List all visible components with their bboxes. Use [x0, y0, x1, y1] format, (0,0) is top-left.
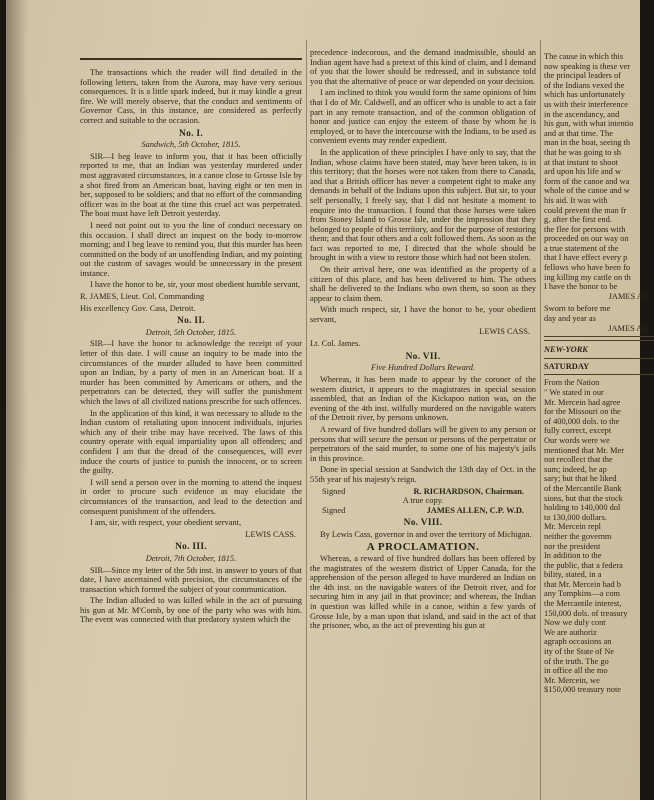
- paragraph: I am inclined to think you would form the same opinions of him that I do of Mr. Caldwell, and an officer who is unable to act a fair part in any remote transaction, and of the common obligation of honor and justice can enjoy the esteem of those by whom he is employed, or to have the intercourse with the Indians, to be used as convenient events may render expedient.: [310, 88, 536, 146]
- column-3-line: his aid. It was with: [544, 195, 608, 205]
- column-3-line: man in the boat, seeing th: [544, 138, 631, 148]
- letter-1-heading: No. I.: [179, 128, 203, 139]
- column-3-line: whole of the canoe and w: [544, 186, 630, 196]
- column-3-line: Our words were we: [544, 435, 610, 445]
- reward-paragraph: A reward of five hundred dollars will be given to any person or persons that will secure the person or persons of the perpetrator or perpetrators of the said murder, to some one of his majesty's jails in this province.: [310, 424, 536, 463]
- column-3-line: for the Missouri on the: [544, 407, 621, 417]
- column-3-line: The cause in which this: [544, 52, 624, 61]
- column-3-line: Mr. Mercein repl: [544, 522, 601, 532]
- column-3-line: of the truth. The go: [544, 656, 609, 666]
- column-3-line: neither the governm: [544, 531, 612, 541]
- letter-2-heading: No. II.: [177, 316, 205, 327]
- column-3-line: any Tompkins—a com: [544, 589, 621, 599]
- rule: [544, 336, 654, 337]
- column-3-line: ard upon his life and w: [544, 167, 621, 177]
- column-3-line: that Mr. Mercein had b: [544, 579, 621, 589]
- column-3-line: to 130,000 dollars.: [544, 512, 607, 522]
- column-3-line: Mr. Mercein, we: [544, 675, 600, 685]
- column-3-line: fellows who have been fo: [544, 263, 631, 273]
- masthead-day: SATURDAY: [544, 361, 590, 371]
- column-3-line: From the Nation: [544, 378, 600, 388]
- column-rule-2: [540, 40, 541, 800]
- column-3-line: 150,000 dols. of treasury: [544, 608, 628, 618]
- column-3-line: not recollect that the: [544, 455, 613, 465]
- column-3-line: which has unfortunately: [544, 90, 625, 100]
- paragraph: In the application of these principles I have only to say, that the Indian, whose claims have been stated, may have been taken, is in this territory; that the horses were not taken from there to Canada, and that a British officer has never a competent right to make any demands in behalf of the Indians upon this subject. But sir, to your self personally, I freely say, that I did not hesitate a moment to enquire into the transaction. I found that those horses were taken from Stoney Island to Grosse Isle, under the impression that they belonged to people of this territory, and for the purpose of restoring them; and that four others and a colt followed them. As soon as the fact was reported to me, I directed that the whole should be brought in with a view to restore those which had not been stolen.: [310, 147, 536, 263]
- column-3-line: proceeded on our way on: [544, 234, 629, 244]
- column-3-line: of the Mercantile Bank: [544, 483, 622, 493]
- column-3-sworn: [544, 304, 654, 323]
- column-3-line: fully correct, except: [544, 426, 612, 436]
- column-3-line: us with their interference: [544, 99, 628, 109]
- column-3-line: " We stated in our: [544, 388, 604, 397]
- letter-2-signature: LEWIS CASS.: [245, 529, 296, 539]
- rule: [544, 358, 654, 359]
- column-3-line: Mr. Mercein had agree: [544, 397, 621, 407]
- column-3-line: $150,000 treasury note: [544, 685, 621, 695]
- column-3-line: the public, that a federa: [544, 560, 623, 570]
- column-3-line: day and year as: [544, 314, 596, 324]
- letter-1-paragraph: SIR—I beg leave to inform you, that it has been officially reported to me, that an Indian was yesterday murdered under most aggravated circumstances, in a canoe close to Grosse Isle by a shot fired from an American boat, having eight or ten men in her, supposed to be soldiers; and that no effort of the commanding officer was in the boat at the time this cruel act was perpetrated. The boat must have left Detroit yesterday.: [80, 151, 302, 219]
- newspaper-page: [6, 0, 648, 800]
- column-3-line: the Mercantile interest,: [544, 599, 622, 609]
- reward-paragraph: Whereas, it has been made to appear by the coroner of the western district, it appears to the magistrates in special session assembled, that an Indian of the Kickapoo nation was, on the evening of the 4th inst. wilfully murdered on the navigable waters of the Detroit river, by persons unknown.: [310, 375, 536, 423]
- letter-3-dateline: Detroit, 7th October, 1815.: [145, 553, 237, 563]
- column-3-line: the principal leaders of: [544, 71, 621, 81]
- column-3-line: at that instant to shoot: [544, 157, 618, 167]
- letter-2-paragraph: In the application of this kind, it was necessary to allude to the Indian custom of retaliating upon innocent individuals, injuries which any of their tribe may have received. The laws of this country operate with equal impartiality upon all offenders; and confident I am that the dread of the consequences, will ever induce the courts of justice to punish the innocent, or to screen the guilty.: [80, 408, 302, 476]
- top-rule: [80, 58, 302, 60]
- column-3-line: Now we duly cont: [544, 618, 606, 628]
- column-3-line: bility, stated, in a: [544, 570, 602, 580]
- column-3-line: sum; indeed, he ap: [544, 464, 607, 474]
- letter-2-paragraph: SIR—I have the honor to acknowledge the receipt of your letter of this date. I will cause an inquiry to be made into the circumstances of the murder alluded to have been committed upon an Indian, by a party of men in an American boat. If a murder has been committed by Americans or others, and the perpetrators can be detected, they will suffer the punishment which the laws of all civilized nations prescribe for such offences.: [80, 339, 302, 406]
- column-3-line: ity of the State of Ne: [544, 647, 615, 657]
- letter-1-paragraph: I need not point out to you the line of conduct necessary on this occasion. I shall direct an inquest on the body to-morrow morning; and I beg leave to remind you, that this murder has been committed on the body of an unoffending Indian, and my pointing out the custom of savages would be unnecessary in the present instance.: [80, 220, 302, 278]
- column-3-line: of the Indians vexed the: [544, 80, 625, 90]
- column-3-signature-2: JAMES AB: [608, 323, 648, 333]
- column-3-line: mentioned that Mr. Mer: [544, 445, 625, 455]
- addressee: Lt. Col. James.: [310, 339, 361, 349]
- column-3-line: in office all the mo: [544, 666, 608, 676]
- column-3-line: that I have effect every p: [544, 253, 628, 263]
- column-3-line: holding to 140,000 dol: [544, 503, 621, 513]
- letter-3-heading: No. III.: [175, 542, 207, 553]
- letter-1-dateline: Sandwich, 5th October, 1815.: [141, 140, 241, 150]
- column-3-line: ing killing my cattle on th: [544, 272, 631, 282]
- column-3-text-top: [544, 52, 654, 292]
- signed-line-1: Signed R. RICHARDSON, Chairman.: [322, 486, 524, 496]
- column-3-line: In addition to the: [544, 551, 602, 561]
- column-3-line: in the ascendancy, and: [544, 109, 620, 119]
- column-3: [544, 52, 654, 800]
- column-3-line: his gun, with what intentio: [544, 119, 634, 129]
- letter-3-paragraph: SIR—Since my letter of the 5th inst. in answer to yours of that date, I have ascertained with precision, the circumstances of the transaction which formed the subject of your communication.: [80, 565, 302, 594]
- letter-2-closing: I am, sir, with respect, your obedient servant,: [90, 518, 242, 528]
- column-3-line: Sworn to before me: [544, 304, 611, 314]
- column-3-line: a true statement of the: [544, 243, 619, 253]
- column-3-line: of 400,000 dols. to the: [544, 416, 620, 426]
- column-3-line: We are authoriz: [544, 627, 597, 637]
- column-3-text-bottom: [544, 378, 654, 695]
- column-3-signature: JAMES AL: [608, 291, 648, 301]
- continued-paragraph: precedence indecorous, and the demand inadmissible, should an Indian agent have had a pretext of this kind of claim, and I demand of you that the lower should be redressed, and in substance told you that the alternative of peace or war depended on your decision.: [310, 48, 536, 86]
- letter-1-addressee: His excellency Gov. Cass, Detroit.: [80, 303, 196, 313]
- proclamation-paragraph: Whereas, a reward of five hundred dollars has been offered by the magistrates of the western district of Upper Canada, for the apprehension of the person alleged to have murdered an Indian on the 4th inst. on the navigable waters of the Detroit river, and for securing him in any jail in that province; and whereas, the Indian in question was killed while in a canoe, within a few yards of Grosse Isle, by a man upon that island, and said in the act of that the prisoner, who, as the act of preventing his gun at: [310, 554, 536, 631]
- column-3-line: and at that time. The: [544, 128, 613, 138]
- letter-3-paragraph: The Indian alluded to was killed while in the act of pursuing his gun at Mr. M'Comb, by one of the party who was with him. The event was connected with that predatory system which the: [80, 596, 302, 625]
- column-1: [80, 52, 302, 800]
- true-copy: A true copy.: [402, 496, 444, 506]
- column-rule-1: [306, 40, 307, 800]
- notice-7-heading: No. VII.: [405, 351, 441, 362]
- signature: LEWIS CASS.: [479, 326, 530, 336]
- masthead-city: NEW-YORK: [544, 345, 588, 355]
- column-3-line: agraph occasions an: [544, 637, 612, 647]
- rule: [544, 374, 654, 375]
- column-3-line: could prevent the man fr: [544, 205, 627, 215]
- column-3-line: sary; but that he liked: [544, 474, 617, 484]
- column-3-line: that he was going to sh: [544, 147, 621, 157]
- proclamation-intro: By Lewis Cass, governor in and over the territory of Michigan.: [320, 529, 532, 539]
- column-3-line: nor the president: [544, 541, 601, 551]
- proclamation-heading: A PROCLAMATION.: [366, 540, 480, 553]
- column-3-line: form of the canoe and wa: [544, 176, 630, 186]
- reward-paragraph: Done in special session at Sandwich the 13th day of Oct. in the 55th year of his majesty's reign.: [310, 465, 536, 484]
- letter-2-dateline: Detroit, 5th October, 1815.: [145, 327, 237, 337]
- signed-line-2: Signed JAMES ALLEN, C.P. W.D.: [322, 505, 524, 515]
- letter-2-paragraph: I will send a person over in the morning to attend the inquest in order to procure such evidence as may elucidate the circumstances of the transaction, and lead to the detection and consequent punishment of the offenders.: [80, 477, 302, 516]
- closing: With much respect, sir, I have the honor to be, your obedient servant,: [310, 305, 536, 325]
- column-3-line: the flee for persons with: [544, 224, 626, 234]
- letter-1-signature: R. JAMES, Lieut. Col. Commanding: [80, 292, 205, 302]
- reward-heading: Five Hundred Dollars Reward.: [370, 363, 476, 373]
- intro-paragraph: The transactions which the reader will find detailed in the following letters, taken from the Aurora, may have very serious consequences. It is a little spark indeed, but it may kindle a great fire. We will merely observe, that the conduct and sentiments of Governor Cass, in this instance, are considered as perfectly correct and suitable to the occasion.: [80, 68, 302, 125]
- rule: [544, 340, 654, 341]
- notice-8-heading: No. VIII.: [403, 518, 443, 529]
- page-shadow: [6, 0, 28, 800]
- column-3-line: g, after the first end.: [544, 215, 612, 225]
- column-3-line: I have the honor to be: [544, 282, 618, 292]
- column-3-line: now speaking is these ver: [544, 61, 631, 71]
- letter-1-closing: I have the honor to be, sir, your most obedient humble servant,: [90, 280, 300, 290]
- column-3-line: sions, but that the stock: [544, 493, 623, 503]
- column-2: [310, 48, 536, 796]
- paragraph: On their arrival here, one was identified as the property of a citizen of this place, and has been delivered to him. The others shall be delivered to the Indians who own them, so soon as they appear to claim them.: [310, 265, 536, 303]
